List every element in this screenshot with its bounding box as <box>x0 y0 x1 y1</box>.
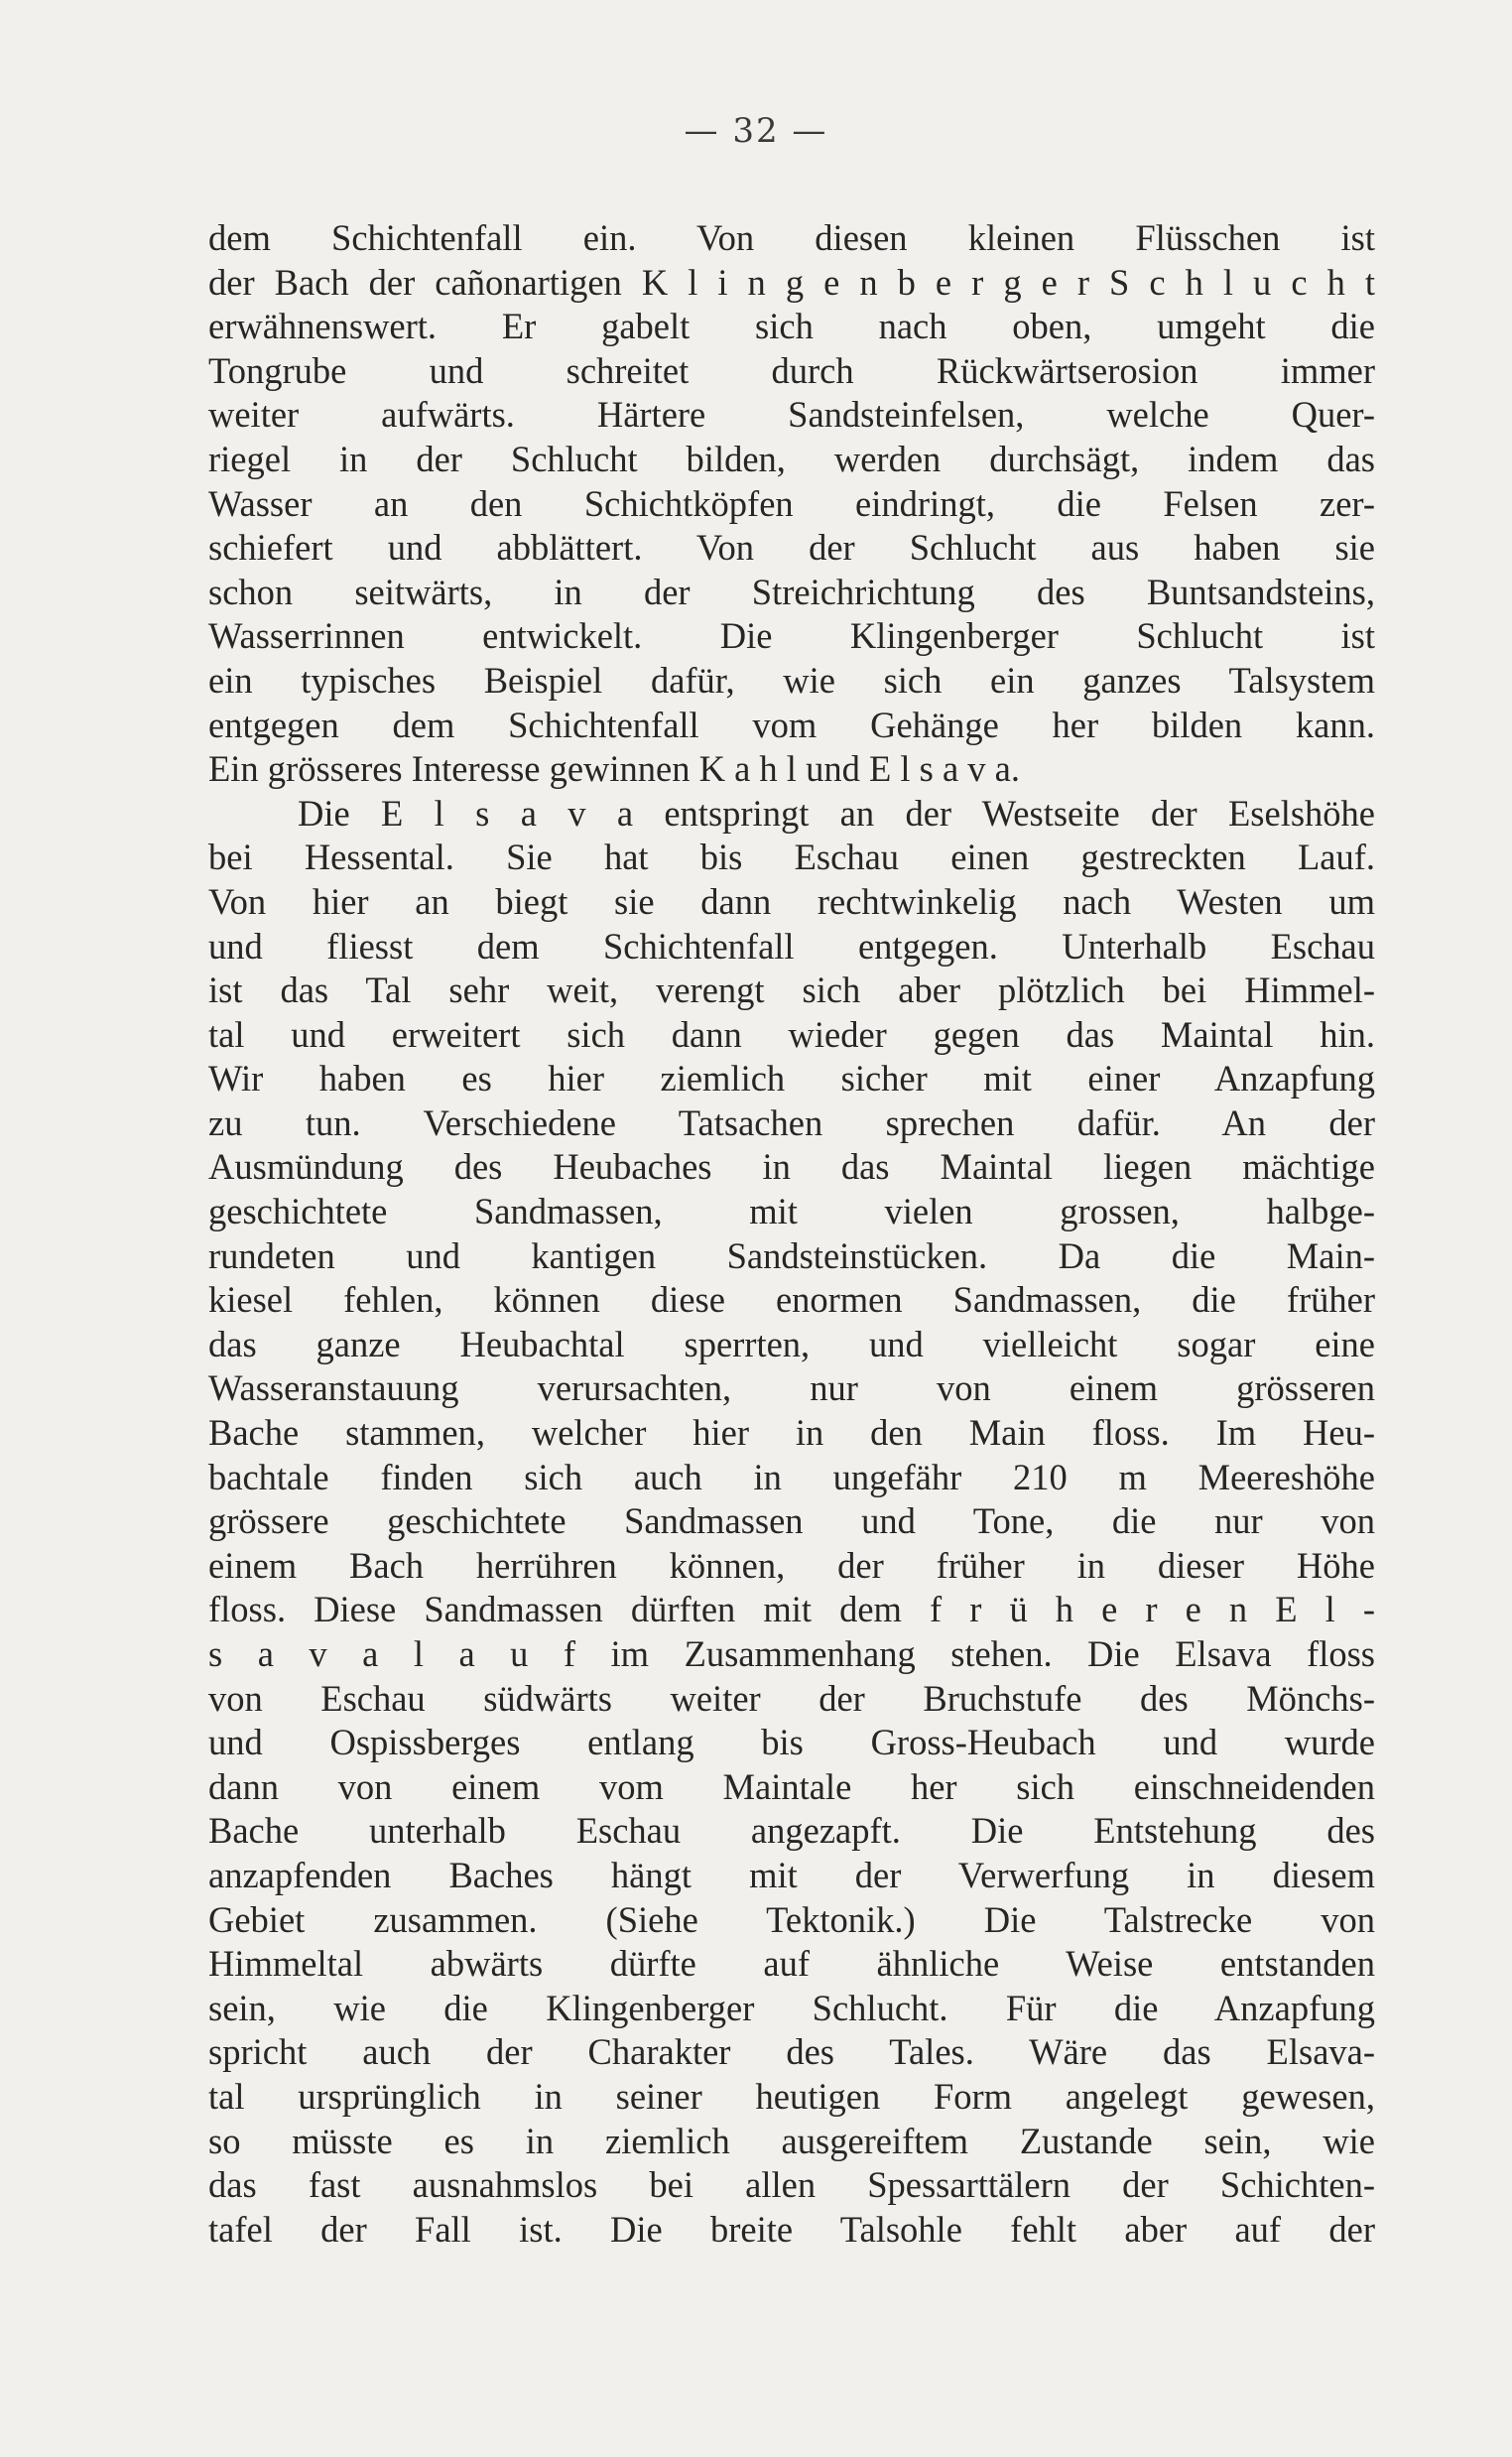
text-line: Wir haben es hier ziemlich sicher mit einer Anzapfung <box>208 1058 1375 1099</box>
text-line: Von hier an biegt sie dann rechtwinkelig nach Westen um <box>208 880 1375 922</box>
text-line: kiesel fehlen, können diese enormen Sandmassen, die früher <box>208 1279 1375 1321</box>
text-line: bachtale finden sich auch in ungefähr 210 m Meereshöhe <box>208 1456 1375 1497</box>
text-line: Bache unterhalb Eschau angezapft. Die Entstehung des <box>208 1810 1375 1852</box>
text-line: geschichtete Sandmassen, mit vielen grossen, halbge- <box>208 1191 1375 1232</box>
text-line: spricht auch der Charakter des Tales. Wäre das Elsava- <box>208 2031 1375 2073</box>
text-line: ein typisches Beispiel dafür, wie sich ein ganzes Talsystem <box>208 659 1375 701</box>
text-line: und fliesst dem Schichtenfall entgegen. Unterhalb Eschau <box>208 925 1375 967</box>
text-line: das fast ausnahmslos bei allen Spessarttälern der Schichten- <box>208 2164 1375 2206</box>
text-line: sein, wie die Klingenberger Schlucht. Für die Anzapfung <box>208 1987 1375 2028</box>
text-line: Ein grösseres Interesse gewinnen K a h l und E l s a v a. <box>208 748 1020 790</box>
text-line: Himmeltal abwärts dürfte auf ähnliche Weise entstanden <box>208 1943 1375 1985</box>
text-line: weiter aufwärts. Härtere Sandsteinfelsen, welche Quer- <box>208 394 1375 436</box>
text-line: floss. Diese Sandmassen dürften mit dem f r ü h e r e n E l - <box>208 1589 1375 1630</box>
text-line: schon seitwärts, in der Streichrichtung des Buntsandsteins, <box>208 571 1375 612</box>
text-line: riegel in der Schlucht bilden, werden durchsägt, indem das <box>208 438 1375 479</box>
text-line: Die E l s a v a entspringt an der Westseite der Eselshöhe <box>298 792 1375 834</box>
text-line: grössere geschichtete Sandmassen und Tone, die nur von <box>208 1500 1375 1542</box>
text-line: entgegen dem Schichtenfall vom Gehänge her bilden kann. <box>208 704 1375 745</box>
text-line: von Eschau südwärts weiter der Bruchstufe des Mönchs- <box>208 1677 1375 1719</box>
text-line: zu tun. Verschiedene Tatsachen sprechen dafür. An der <box>208 1101 1375 1143</box>
text-line: schiefert und abblättert. Von der Schlucht aus haben sie <box>208 527 1375 569</box>
text-line: s a v a l a u f im Zusammenhang stehen. Die Elsava floss <box>208 1633 1375 1674</box>
text-line: Gebiet zusammen. (Siehe Tektonik.) Die Talstrecke von <box>208 1898 1375 1940</box>
text-line: dem Schichtenfall ein. Von diesen kleinen Flüsschen ist <box>208 217 1375 258</box>
text-line: und Ospissberges entlang bis Gross-Heubach und wurde <box>208 1722 1375 1763</box>
text-line: einem Bach herrühren können, der früher in dieser Höhe <box>208 1544 1375 1586</box>
text-line: Wasser an den Schichtköpfen eindringt, die Felsen zer- <box>208 482 1375 524</box>
text-line: Wasseranstauung verursachten, nur von einem grösseren <box>208 1367 1375 1409</box>
text-line: so müsste es in ziemlich ausgereiftem Zustande sein, wie <box>208 2120 1375 2161</box>
body-text <box>208 216 1375 2252</box>
text-line: tafel der Fall ist. Die breite Talsohle fehlt aber auf der <box>208 2208 1375 2250</box>
text-line: rundeten und kantigen Sandsteinstücken. Da die Main- <box>208 1234 1375 1276</box>
text-line: erwähnenswert. Er gabelt sich nach oben, umgeht die <box>208 306 1375 347</box>
text-line: das ganze Heubachtal sperrten, und vielleicht sogar eine <box>208 1323 1375 1364</box>
text-line: Tongrube und schreitet durch Rückwärtserosion immer <box>208 349 1375 391</box>
text-line: ist das Tal sehr weit, verengt sich aber plötzlich bei Himmel- <box>208 970 1375 1011</box>
text-line: der Bach der cañonartigen K l i n g e n b e r g e r S c h l u c h t <box>208 261 1375 303</box>
text-line: anzapfenden Baches hängt mit der Verwerfung in diesem <box>208 1854 1375 1895</box>
text-line: tal ursprünglich in seiner heutigen Form angelegt gewesen, <box>208 2075 1375 2117</box>
text-line: tal und erweitert sich dann wieder gegen das Maintal hin. <box>208 1013 1375 1055</box>
text-line: Ausmündung des Heubaches in das Maintal liegen mächtige <box>208 1146 1375 1188</box>
text-line: Bache stammen, welcher hier in den Main floss. Im Heu- <box>208 1412 1375 1454</box>
text-line: bei Hessental. Sie hat bis Eschau einen gestreckten Lauf. <box>208 837 1375 878</box>
page-number: — 32 — <box>684 111 828 151</box>
text-line: Wasserrinnen entwickelt. Die Klingenberger Schlucht ist <box>208 615 1375 657</box>
text-line: dann von einem vom Maintale her sich einschneidenden <box>208 1765 1375 1807</box>
